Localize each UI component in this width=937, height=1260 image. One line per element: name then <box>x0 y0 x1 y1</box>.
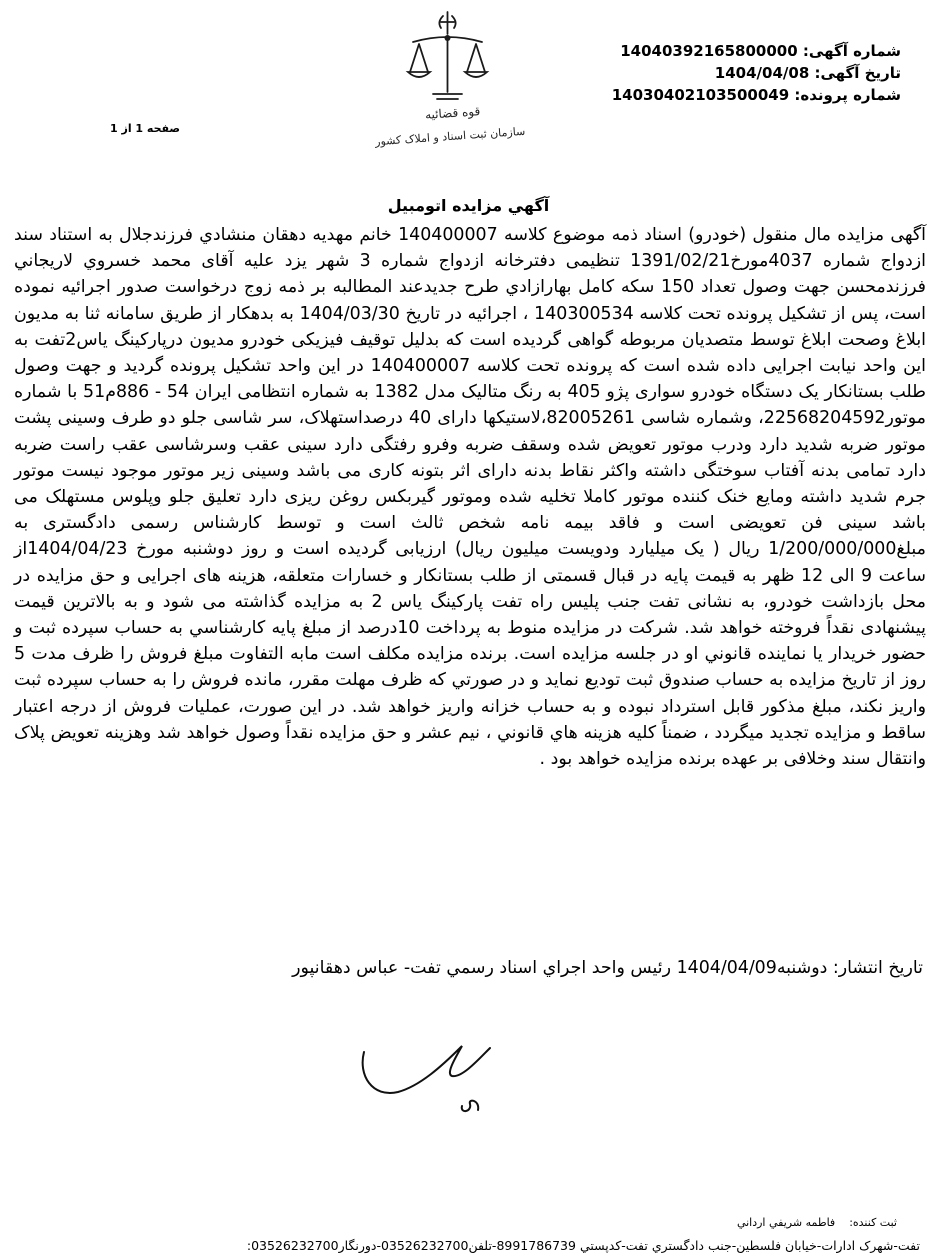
registrar-label: ثبت کننده: <box>849 1216 897 1229</box>
case-number: 14030402103500049 <box>611 86 790 104</box>
notice-date: 1404/04/08 <box>714 64 810 82</box>
notice-number-label: شماره آگهی: <box>802 42 901 60</box>
handwritten-signature <box>350 1020 500 1120</box>
document-title: آگهي مزايده اتومبيل <box>387 196 550 215</box>
registrar-name: فاطمه شريفي ارداني <box>736 1216 836 1229</box>
page-number: صفحه 1 از 1 <box>110 122 181 135</box>
notice-number-row <box>571 40 901 62</box>
office-address: تفت-شهرک ادارات-خیابان فلسطین-جنب دادگستري تفت-کدپستي 8991786739-تلفن03526232700-دورنگار03526232700: <box>246 1238 920 1253</box>
publication-line: تاریخ انتشار: دوشنبه1404/04/09 رئيس واحد اجراي اسناد رسمي تفت- عباس دهقانپور <box>292 958 923 978</box>
case-number-label: شماره پرونده: <box>794 86 901 104</box>
scales-of-justice-icon <box>405 8 490 108</box>
notice-meta <box>571 40 901 106</box>
registrar <box>737 1216 897 1229</box>
notice-number: 14040392165800000 <box>620 42 798 60</box>
notice-date-label: تاریخ آگهی: <box>814 64 901 82</box>
notice-body: آگهی مزایده مال منقول (خودرو) اسناد ذمه موضوع کلاسه 140400007 خانم مهدیه دهقان منشادي فرزندجلال به استناد سند ازدواج شماره 4037مورخ1391/02/21 تنظیمی دفترخانه ازدواج شماره 3 شهر یزد علیه آقای محمد خسروي لاريجاني فرزندمحسن جهت وصول تعداد 150 سکه کامل بهارازادي طرح جدیدعند المطالبه بر ذمه زوج درخواست صدور اجرائیه نموده است، پس از تشکیل پرونده تحت کلاسه 140300534 ، اجرائیه در تاریخ 1404/03/30 به بدهکار از طریق سامانه ثنا به مدیون ابلاغ وصحت ابلاغ توسط متصدیان مربوطه گواهی گردیده است که بدلیل توقیف فیزیکی خودرو مدیون درپارکینگ یاس2تفت به این واحد نیابت اجرایی داده شده است که پرونده تحت کلاسه 140400007 در این واحد تشکیل پرونده گردید و جهت وصول طلب بستانکار یک دستگاه خودرو سواری پژو 405 به رنگ متالیک مدل 1382 به شماره انتظامی ایران 54 - 886م51 با شماره موتور22568204592، وشماره شاسی 82005261،لاستیکها دارای 40 درصداستهلاک، سر شاسی جلو دو طرف وسینی پشت موتور ضربه شدید دارد ودرب موتور تعویض شده وسقف ضربه وفرو رفتگی دارد سینی عقب وسرشاسی عقب راست ضربه دارد تمامی بدنه آفتاب سوختگی داشته واکثر نقاط بدنه دارای اثر بتونه کاری می باشد وسینی زیر موتور موجود نیست موتور جرم شدید داشته ومایع خنک کننده موتور کاملا تخلیه شده وموتور گیربکس روغن ریزی دارد تعلیق جلو وپلوس مستهلک می باشد سینی فن تعویضی است و فاقد بیمه نامه شخص ثالث است و توسط کارشناس رسمی دادگستری به مبلغ1/200/000/000 ريال ( یک میلیارد ودویست میلیون ریال) ارزیابی گردیده است و روز دوشنبه مورخ 1404/04/23از ساعت 9 الی 12 ظهر به قیمت پایه در قبال قسمتی از طلب بستانکار و خسارات متعلقه، هزینه های اجرایی و حق مزایده در محل بازداشت خودرو، به نشانی تفت جنب پلیس راه تفت پارکینگ یاس 2 به مزایده گذاشته می شود و به بالاترین قیمت پیشنهادی نقداً فروخته خواهد شد. شرکت در مزایده منوط به پرداخت 10درصد از مبلغ پایه کارشناسي به حساب سپرده ثبت و حضور خریدار یا نماینده قانوني او در جلسه مزایده است. برنده مزایده مکلف است مابه التفاوت مبلغ فروش را ظرف مدت 5 روز از تاريخ مزايده به حساب صندوق ثبت توديع نمايد و در صورتي که ظرف مهلت مقرر، مانده فروش را به حساب سپرده ثبت واریز نکند، مبلغ مذکور قابل استرداد نبوده و به حساب خزانه واریز خواهد شد. در این صورت، عملیات فروش از درجه اعتبار ساقط و مزایده تجدید میگردد ، ضمناً کلیه هزینه هاي قانوني ، نیم عشر و حق مزایده نقداً وصول خواهد شد وهزینه تعویض پلاک وانتقال سند وخلافی بر عهده برنده مزایده خواهد بود . <box>14 225 927 770</box>
judiciary-emblem <box>355 8 526 158</box>
case-number-row <box>571 84 901 106</box>
notice-date-row <box>571 62 901 84</box>
judiciary-name: قوه قضائیه <box>424 104 481 122</box>
registry-organization-name: سازمان ثبت اسناد و املاک کشور <box>374 124 526 149</box>
